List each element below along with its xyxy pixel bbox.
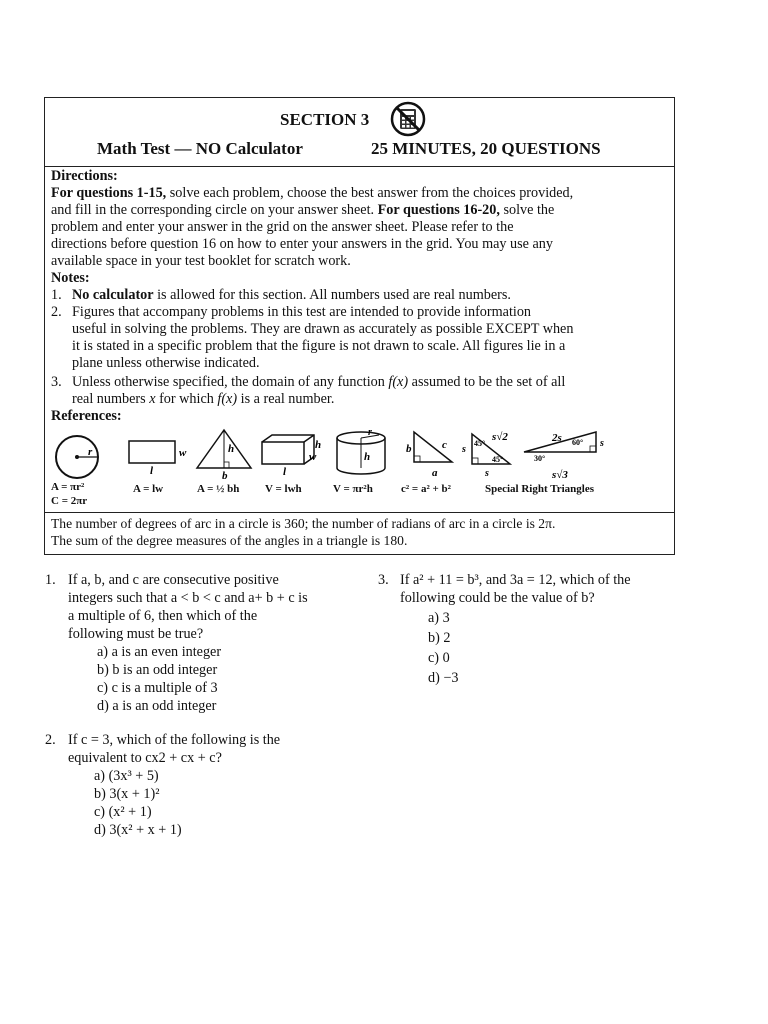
directions-line-2: and fill in the corresponding circle on your answer sheet. For questions 16-20, solve the <box>51 202 555 218</box>
note-3-line-2: real numbers x for which f(x) is a real number. <box>72 391 335 407</box>
note-2-line-1: Figures that accompany problems in this test are intended to provide information <box>72 304 532 320</box>
special-right-triangles-label: Special Right Triangles <box>485 483 594 495</box>
rectangle-figure <box>129 441 187 477</box>
directions-line-5: available space in your test booklet for scratch work. <box>51 253 351 269</box>
question-2-option-b[interactable]: b) 3(x + 1)² <box>94 786 160 802</box>
cylinder-height-label: h <box>364 451 371 463</box>
sixty-left-angle: 30° <box>534 454 546 463</box>
iso-bottom-angle: 45° <box>492 455 504 464</box>
triangle-base-label: b <box>222 470 228 482</box>
question-3-option-b[interactable]: b) 2 <box>428 630 451 646</box>
reference-fact-2: The sum of the degree measures of the angles in a triangle is 180. <box>51 533 408 548</box>
right-triangle-b-label: b <box>406 443 412 455</box>
question-1-line-1: If a, b, and c are consecutive positive <box>68 572 279 588</box>
box-width-label: w <box>309 451 317 463</box>
rectangle-length-label: l <box>150 465 154 477</box>
directions-line-3: problem and enter your answer in the grid on the answer sheet. Please refer to the <box>51 219 514 235</box>
question-2-option-a[interactable]: a) (3x³ + 5) <box>94 768 159 784</box>
notes-heading: Notes: <box>51 270 90 286</box>
rectangle-width-label: w <box>179 447 187 459</box>
iso-hypotenuse-label: s√2 <box>492 431 508 443</box>
question-1-line-2: integers such that a < b < c and a+ b + c is <box>68 590 308 606</box>
question-3-line-1: If a² + 11 = b³, and 3a = 12, which of the <box>400 572 631 588</box>
question-1-number: 1. <box>45 572 56 588</box>
triangle-figure <box>197 430 251 482</box>
iso-base-label: s <box>485 468 489 479</box>
circle-circumference-formula: C = 2πr <box>51 495 88 507</box>
triangle-45-45-90-figure <box>461 431 510 479</box>
directions-line-1: For questions 1-15, solve each problem, choose the best answer from the choices provided, <box>51 185 574 201</box>
cylinder-volume-formula: V = πr²h <box>333 483 373 495</box>
box-height-label: h <box>315 439 322 451</box>
question-2-number: 2. <box>45 732 56 748</box>
reference-fact-1: The number of degrees of arc in a circle is 360; the number of radians of arc in a circle is 2π. <box>51 516 556 531</box>
question-1-option-d[interactable]: d) a is an odd integer <box>97 698 217 714</box>
triangle-30-60-90-figure <box>524 432 604 481</box>
question-3-option-d[interactable]: d) −3 <box>428 670 459 686</box>
cylinder-radius-label: r <box>368 427 372 438</box>
no-calculator-icon <box>390 101 426 137</box>
question-3-line-2: following could be the value of b? <box>400 590 595 606</box>
sixty-long-leg-label: s√3 <box>552 469 568 481</box>
note-3-line-1: Unless otherwise specified, the domain of any function f(x) assumed to be the set of all <box>72 374 566 390</box>
question-3-number: 3. <box>378 572 389 588</box>
test-name: Math Test — NO Calculator <box>97 139 303 158</box>
right-triangle-c-label: c <box>442 439 447 451</box>
circle-area-formula: A = πr² <box>51 481 85 493</box>
time-and-questions: 25 MINUTES, 20 QUESTIONS <box>371 139 601 158</box>
sixty-short-leg-label: s <box>600 438 604 449</box>
circle-figure <box>56 436 98 478</box>
question-1-option-c[interactable]: c) c is a multiple of 3 <box>97 680 218 696</box>
header-divider <box>44 166 674 167</box>
right-triangle-figure <box>406 432 452 479</box>
question-1-line-3: a multiple of 6, then which of the <box>68 608 258 624</box>
note-1: No calculator is allowed for this section. All numbers used are real numbers. <box>72 287 511 303</box>
question-2-option-d[interactable]: d) 3(x² + x + 1) <box>94 822 182 838</box>
right-triangle-a-label: a <box>432 467 438 479</box>
box-volume-formula: V = lwh <box>265 483 302 495</box>
references-heading: References: <box>51 408 122 424</box>
iso-leg-label: s <box>462 444 466 455</box>
directions-line-4: directions before question 16 on how to enter your answers in the grid. You may use any <box>51 236 553 252</box>
question-3-option-c[interactable]: c) 0 <box>428 650 450 666</box>
note-3-number: 3. <box>51 374 62 390</box>
iso-top-angle: 45° <box>474 439 486 448</box>
question-2-option-c[interactable]: c) (x² + 1) <box>94 804 152 820</box>
question-1-option-a[interactable]: a) a is an even integer <box>97 644 222 660</box>
section-title: SECTION 3 <box>280 110 370 129</box>
question-1-line-4: following must be true? <box>68 626 204 642</box>
directions-heading: Directions: <box>51 168 118 184</box>
sixty-top-angle: 60° <box>572 438 584 447</box>
question-1-option-b[interactable]: b) b is an odd integer <box>97 662 218 678</box>
question-3-option-a[interactable]: a) 3 <box>428 610 450 626</box>
question-2-line-1: If c = 3, which of the following is the <box>68 732 281 748</box>
rectangle-area-formula: A = lw <box>133 483 164 495</box>
reference-figures <box>44 424 674 514</box>
pythagorean-formula: c² = a² + b² <box>401 483 451 495</box>
note-2-line-4: plane unless otherwise indicated. <box>72 355 260 371</box>
note-2-line-2: useful in solving the problems. They are drawn as accurately as possible EXCEPT when <box>72 321 574 337</box>
cylinder-figure <box>337 427 385 474</box>
note-2-number: 2. <box>51 304 62 320</box>
box-figure <box>262 435 321 478</box>
triangle-height-label: h <box>228 443 235 455</box>
sixty-hypotenuse-label: 2s <box>552 432 562 444</box>
circle-radius-label: r <box>88 446 93 458</box>
triangle-area-formula: A = ½ bh <box>197 483 240 495</box>
note-1-number: 1. <box>51 287 62 303</box>
question-2-line-2: equivalent to cx2 + cx + c? <box>68 750 222 766</box>
note-2-line-3: it is stated in a specific problem that the figure is not drawn to scale. All figures lie in a <box>72 338 566 354</box>
box-length-label: l <box>283 466 287 478</box>
